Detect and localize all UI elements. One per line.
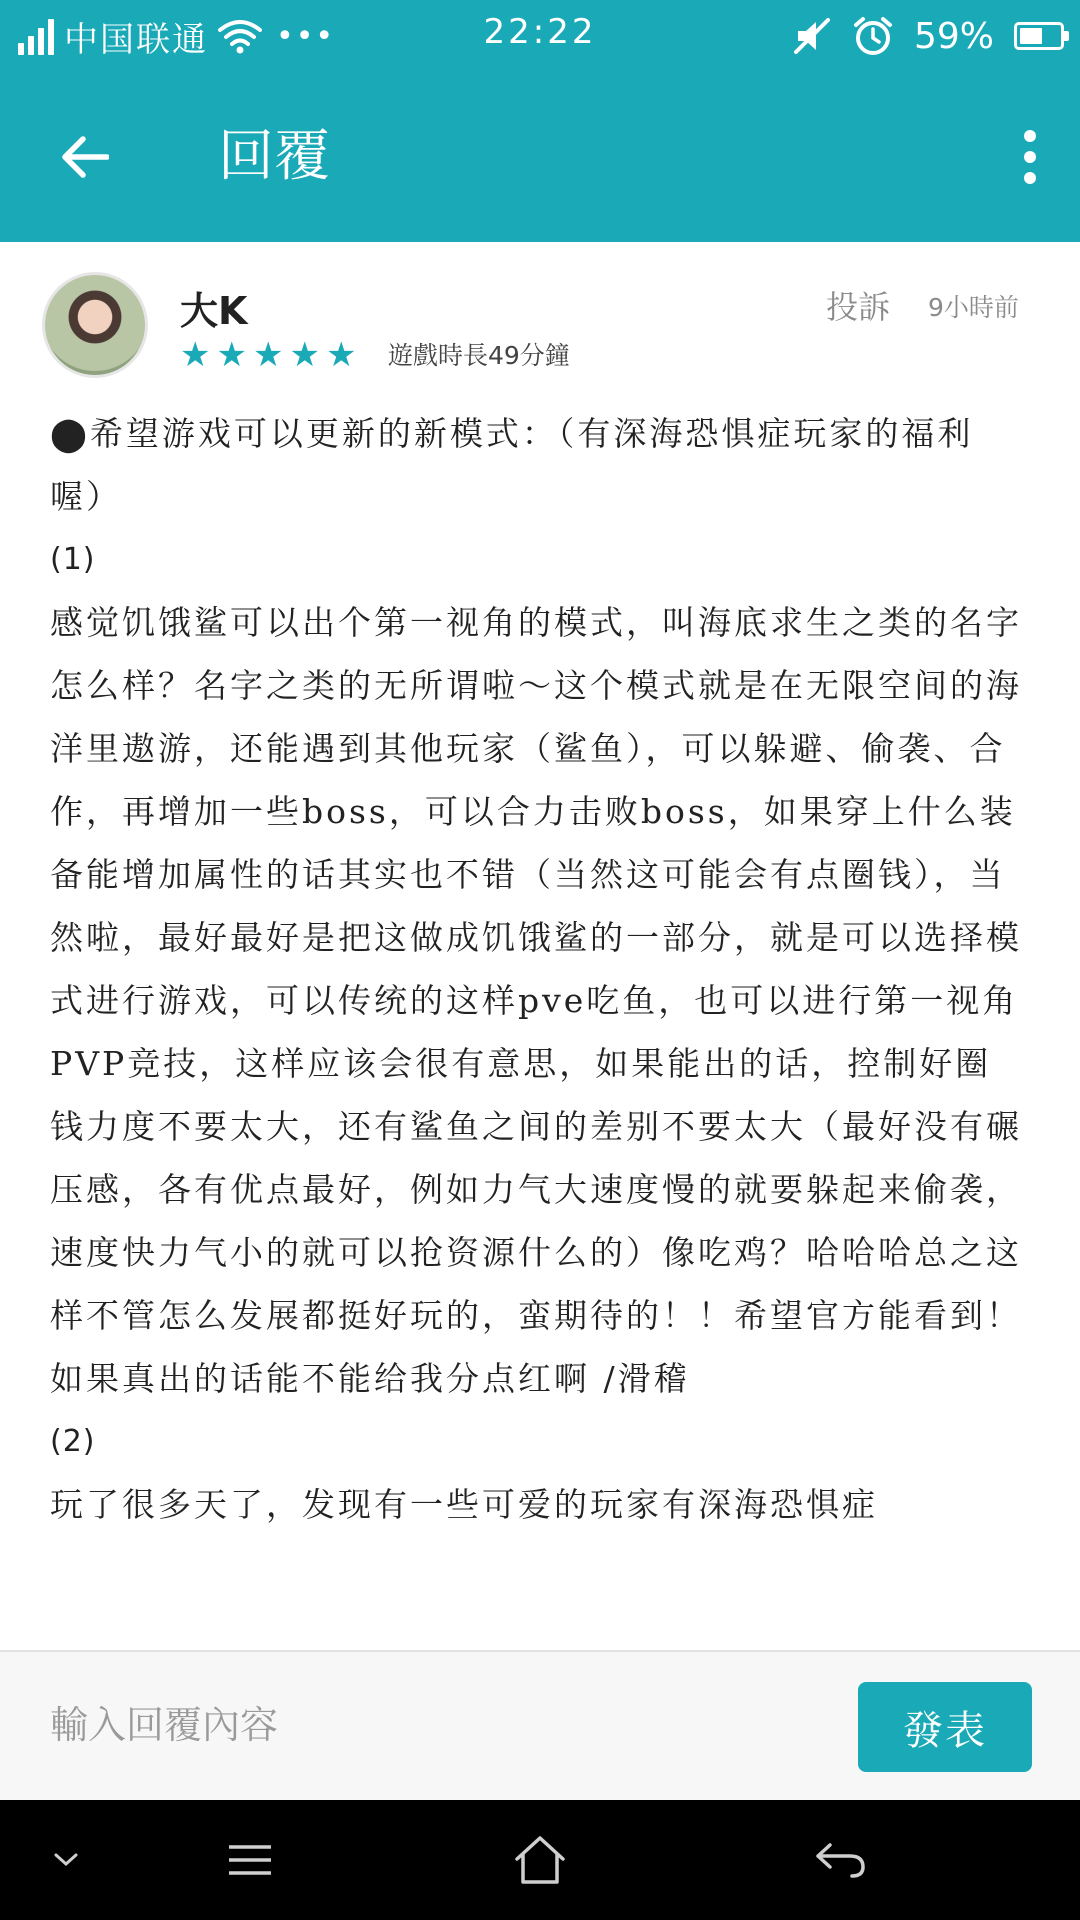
review-body (50, 402, 1025, 1536)
star-icon: ★ (180, 335, 211, 375)
playtime: 遊戲時長49分鐘 (388, 341, 570, 370)
navigation-bar (0, 1800, 1080, 1920)
alarm-icon (852, 15, 894, 57)
reply-input[interactable] (48, 1692, 832, 1758)
review-paragraph: 感觉饥饿鲨可以出个第一视角的模式，叫海底求生之类的名字怎么样？名字之类的无所谓啦～这个模式就是在无限空间的海洋里遨游，还能遇到其他玩家（鲨鱼），可以躲避、偷袭、合作，再增加一些boss，可以合力击败boss，如果穿上什么装备能增加属性的话其实也不错（当然这可能会有点圈钱），当然啦，最好最好是把这做成饥饿鲨的一部分，就是可以选择模式进行游戏，可以传统的这样pve吃鱼，也可以进行第一视角PVP竞技，这样应该会很有意思，如果能出的话，控制好圈钱力度不要太大，还有鲨鱼之间的差别不要太大（最好没有碾压感，各有优点最好，例如力气大速度慢的就要躲起来偷袭，速度快力气小的就可以抢资源什么的）像吃鸡？哈哈哈总之这样不管怎么发展都挺好玩的，蛮期待的！！希望官方能看到！如果真出的话能不能给我分点红啊 /滑稽 (50, 603, 1022, 1398)
star-icon: ★ (252, 335, 284, 375)
review-section-number: (2) (50, 1424, 96, 1459)
reply-bar (0, 1650, 1080, 1800)
mute-icon (792, 16, 832, 56)
star-icon: ★ (325, 335, 357, 375)
rating-stars (180, 335, 357, 375)
more-notifications: ••• (276, 18, 336, 54)
star-icon: ★ (289, 335, 320, 375)
status-bar (0, 0, 1080, 72)
status-right (792, 10, 1064, 62)
review-content[interactable] (0, 242, 1080, 1650)
review-paragraph: 玩了很多天了，发现有一些可爱的玩家有深海恐惧症 (50, 1485, 878, 1524)
review-paragraph: ⬤希望游戏可以更新的新模式：（有深海恐惧症玩家的福利喔） (50, 414, 974, 516)
nav-menu-button[interactable] (200, 1820, 300, 1900)
report-button[interactable]: 投訴 (826, 288, 891, 326)
username[interactable]: 大K (180, 289, 248, 333)
back-button[interactable] (40, 112, 130, 202)
app-bar (0, 72, 1080, 242)
more-vertical-icon (1024, 130, 1036, 142)
nav-collapse-button[interactable] (16, 1820, 116, 1900)
menu-icon (226, 1842, 274, 1878)
timestamp: 9小時前 (928, 293, 1019, 322)
more-options-button[interactable] (1000, 112, 1060, 202)
nav-back-button[interactable] (790, 1820, 890, 1900)
chevron-down-icon (53, 1852, 79, 1868)
post-button[interactable]: 發表 (858, 1682, 1032, 1772)
avatar[interactable] (42, 272, 148, 378)
battery-percent: 59% (913, 15, 994, 57)
star-icon: ★ (216, 335, 247, 375)
arrow-left-icon (61, 136, 109, 178)
page-title: 回覆 (218, 124, 330, 189)
nav-home-button[interactable] (490, 1820, 590, 1900)
home-icon (514, 1835, 566, 1885)
carrier-name: 中国联通 (64, 19, 208, 60)
battery-icon (1014, 22, 1064, 50)
back-icon (814, 1841, 866, 1879)
review-section-number: (1) (50, 542, 96, 577)
clock: 22:22 (483, 12, 597, 52)
battery-fill (1020, 28, 1042, 44)
